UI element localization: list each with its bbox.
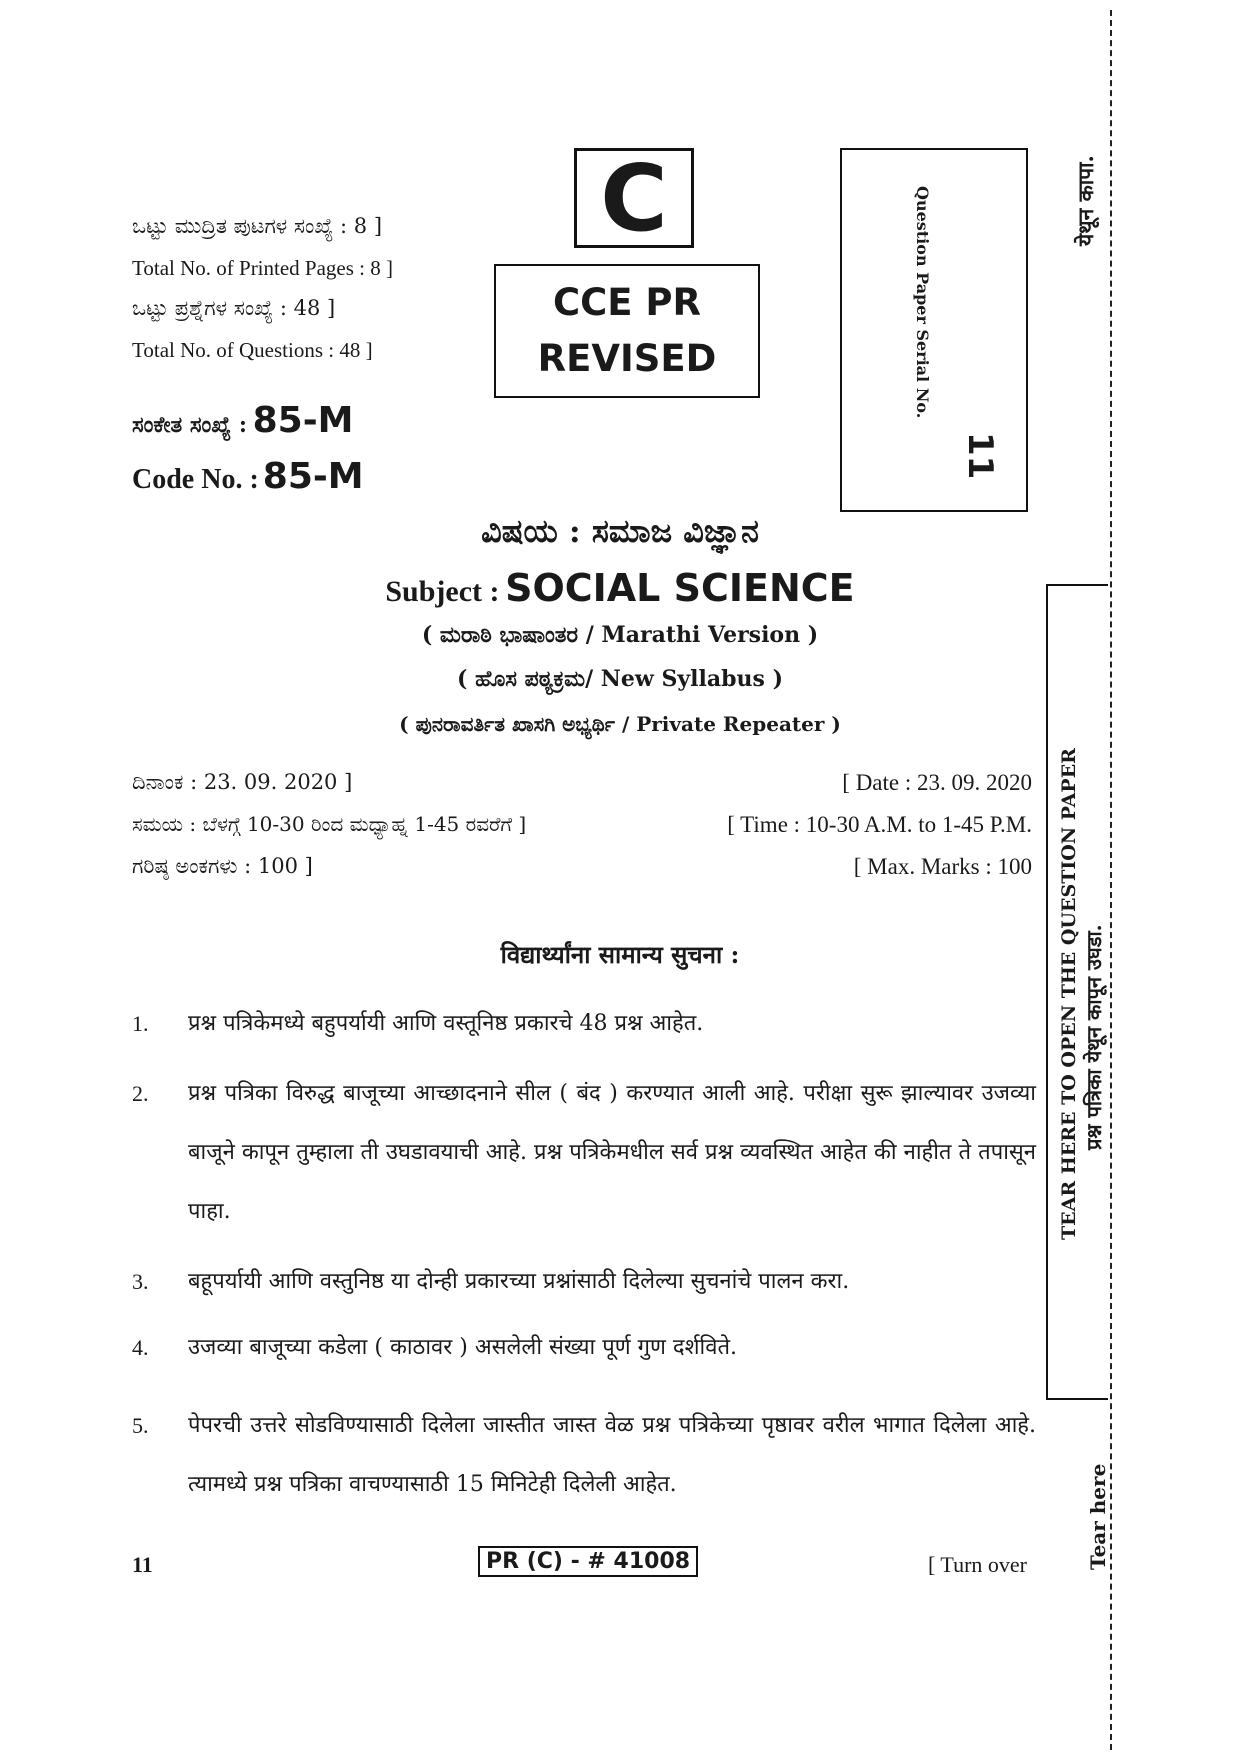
code-english	[132, 456, 364, 497]
instruction-number: 1.	[132, 1011, 149, 1036]
cce-box	[494, 264, 760, 398]
marks-row	[132, 854, 1032, 880]
instruction-number: 5.	[132, 1413, 149, 1438]
instruction-text: प्रश्न पत्रिकेमध्ये बहुपर्यायी आणि वस्तूनिष्ठ प्रकारचे 48 प्रश्न आहेत.	[188, 1011, 704, 1036]
date-row	[132, 770, 1032, 796]
time-english: [ Time : 10-30 A.M. to 1-45 P.M.	[727, 812, 1032, 837]
time-row	[132, 812, 1032, 838]
language-version: ( ಮರಾಠಿ ಭಾಷಾಂತರ / Marathi Version )	[421, 622, 819, 648]
marks-english: [ Max. Marks : 100	[853, 854, 1032, 879]
instruction-text: पेपरची उत्तरे सोडविण्यासाठी दिलेला जास्तीत जास्त वेळ प्रश्न पत्रिकेच्या पृष्ठावर वरील भागात दिलेला आहे. त्यामध्ये प्रश्न पत्रिका वाचण्यासाठी 15 मिनिटेही दिलेली आहेत.	[188, 1413, 1036, 1497]
instructions-heading: विद्यार्थ्यांना सामान्य सुचना :	[500, 940, 740, 969]
cut-here-marathi: येथून कापा.	[1073, 155, 1098, 246]
code-kannada-label: ಸಂಕೇತ ಸಂಖ್ಯೆ :	[132, 412, 248, 438]
instruction-item	[132, 1252, 1036, 1311]
instruction-item	[132, 994, 1036, 1053]
instruction-number: 2.	[132, 1081, 149, 1106]
cce-line-1: CCE PR	[552, 281, 702, 324]
code-kannada	[132, 400, 353, 441]
code-english-label: Code No. :	[132, 464, 259, 495]
candidate-type: ( ಪುನರಾವರ್ತಿತ ಖಾಸಗಿ ಅಭ್ಯರ್ಥಿ / Private Repeater )	[399, 712, 841, 736]
page-number: 11	[132, 1552, 153, 1577]
date-kannada: ದಿನಾಂಕ : 23. 09. 2020 ]	[132, 770, 353, 794]
turn-over: [ Turn over	[928, 1552, 1028, 1577]
subject-label: Subject :	[385, 575, 500, 608]
version-letter-box	[574, 144, 694, 252]
printed-pages-kannada: ಒಟ್ಟು ಮುದ್ರಿತ ಪುಟಗಳ ಸಂಖ್ಯೆ : 8 ]	[132, 214, 383, 238]
tear-instruction-marathi: प्रश्न पत्रिका येथून कापून उघडा.	[1082, 924, 1106, 1150]
instruction-number: 3.	[132, 1269, 149, 1294]
version-letter: C	[600, 144, 668, 252]
question-count-kannada: ಒಟ್ಟು ಪ್ರಶ್ನೆಗಳ ಸಂಖ್ಯೆ : 48 ]	[132, 296, 336, 320]
tear-line[interactable]	[1110, 10, 1112, 1750]
instruction-text: उजव्या बाजूच्या कडेला ( काठावर ) असलेली संख्या पूर्ण गुण दर्शविते.	[188, 1335, 738, 1360]
subject-value: SOCIAL SCIENCE	[505, 566, 855, 610]
instruction-item	[132, 1318, 1036, 1377]
instruction-text: प्रश्न पत्रिका विरुद्ध बाजूच्या आच्छादनाने सील ( बंद ) करण्यात आली आहे. परीक्षा सुरू झाल्यावर उजव्या बाजूने कापून तुम्हाला ती उघडावयाची आहे. प्रश्न पत्रिकेमधील सर्व प्रश्न व्यवस्थित आहेत की नाहीत ते तपासून पाहा.	[188, 1081, 1036, 1224]
instruction-item	[132, 1064, 1036, 1241]
date-english: [ Date : 23. 09. 2020	[842, 770, 1032, 795]
tear-here-label: Tear here	[1086, 1463, 1110, 1570]
marks-kannada: ಗರಿಷ್ಠ ಅಂಕಗಳು : 100 ]	[132, 854, 313, 878]
serial-label: Question Paper Serial No.	[913, 186, 932, 419]
instruction-text: बहूपर्यायी आणि वस्तुनिष्ठ या दोन्ही प्रकारच्या प्रश्नांसाठी दिलेल्या सुचनांचे पालन करा.	[188, 1269, 850, 1294]
subject-kannada: ವಿಷಯ : ಸಮಾಜ ವಿಜ್ಞಾನ	[481, 512, 759, 550]
syllabus: ( ಹೊಸ ಪಠ್ಯಕ್ರಮ/ New Syllabus )	[457, 666, 783, 692]
printed-pages-english: Total No. of Printed Pages : 8 ]	[132, 256, 393, 280]
time-kannada: ಸಮಯ : ಬೆಳಗ್ಗೆ 10-30 ರಿಂದ ಮಧ್ಯಾಹ್ನ 1-45 ರವರೆಗೆ ]	[132, 812, 527, 836]
cce-line-2: REVISED	[537, 337, 717, 380]
code-english-value: 85-M	[262, 456, 364, 497]
serial-number: 11	[960, 432, 1000, 480]
tear-instruction-english: TEAR HERE TO OPEN THE QUESTION PAPER	[1058, 748, 1080, 1240]
instruction-number: 4.	[132, 1335, 149, 1360]
question-count-english: Total No. of Questions : 48 ]	[132, 338, 373, 362]
instruction-item	[132, 1396, 1036, 1514]
code-kannada-value: 85-M	[252, 400, 354, 441]
paper-code: PR (C) - # 41008	[478, 1546, 698, 1577]
